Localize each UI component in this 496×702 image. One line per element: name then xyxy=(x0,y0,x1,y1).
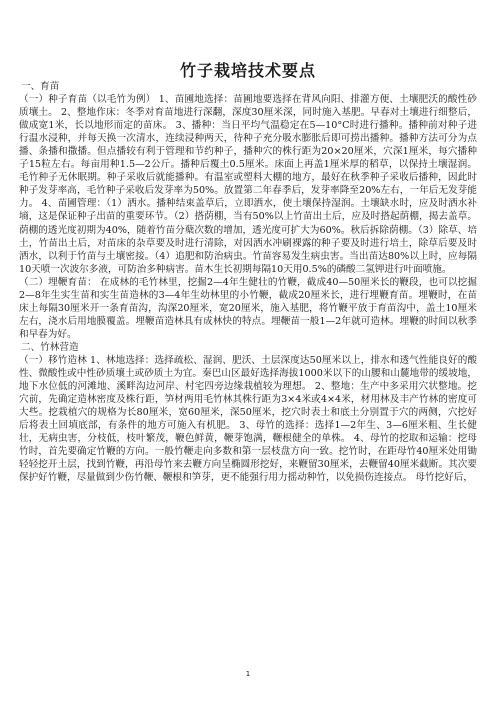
page-number: 1 xyxy=(245,670,251,678)
paragraph-seed-nursery: （一）种子育苗（以毛竹为例） 1、苗圃地选择：苗圃地要选择在背风向阳、排灌方便、土壤肥沃的酸性砂质壤土。 2、整地作床：冬季对育苗地进行深翻，深度30厘米深，同时施入基肥。早春对土壤进行细整后，做成宽1米，长以地形而定的苗床。 3、播种：当日平均气温稳定在5—10°C时进行播种。播种前对种子进行温水浸种，并每天换一次清水，连续浸种两天，待种子充分吸水膨胀后即可捞出播种。播种方法可分为点播、条播和撒播。但点播较有利于管理和节约种子，播种穴的株行距为20×20厘米，穴深1厘米，每穴播种子15粒左右。每亩用种1.5—2公斤。播种后覆土0.5厘米。床面上再盖1厘米厚的稻草，以保持土壤湿润。 毛竹种子无休眠期。种子采收后就能播种。有温室或塑料大棚的地方，最好在秋季种子采收后播种，因此时种子发芽率高，毛竹种子采收后发芽率为50%。放置第二年春季后，发芽率降至20%左右，一年后无发芽能力。 4、苗圃管理：（1）洒水。播种结束盖草后，立即洒水，使土壤保持湿润。土壤缺水时，应及时洒水补墒，这是保证种子出苗的重要环节。（2）搭荫棚，当有50%以上竹苗出土后，应及时搭起荫棚，揭去盖草。荫棚的透光度初期为40%，随着竹苗分蘖次数的增加，透光度可扩大为60%。秋后拆除荫棚。（3）除草、培土，竹苗出土后，对苗床的杂草要及时进行清除，对因洒水冲刷裸露的种子要及时进行培土，除草后要及时洒水，以利于竹苗与土壤密接。（4）追肥和防治病虫。竹苗容易发生病虫害。当出苗达80%以上时，应每隔10天喷一次波尔多液，可防治多种病害。苗木生长初期每隔10天用0.5%的磷酸二氢钾进行叶面喷施。 xyxy=(19,94,477,275)
paragraph-rhizome-nursery: （二）埋鞭育苗： 在成林的毛竹林里，挖掘2—4年生健壮的竹鞭，截成40—50厘米长的鞭段，也可以挖掘2—8年生实生苗和实生苗造林的3—4年生幼林里的小竹鞭，截成20厘米长，进行埋鞭育苗。埋鞭时，在苗床上每隔30厘米开一条育苗沟，沟深20厘米，宽20厘米，施入基肥，将竹鞭平放于育苗沟中，盖土10厘米左右，浇水后用地膜覆盖。埋鞭苗造林具有成林快的特点。埋鞭苗一般1—2年就可造林。埋鞭的时间以秋季和早春为好。 xyxy=(19,276,477,340)
document-title: 竹子栽培技术要点 xyxy=(179,61,316,80)
section-heading-nursery: 一、育苗 xyxy=(21,81,60,92)
paragraph-transplant-afforestation: （一）移竹造林 1、林地选择：选择疏松、湿润、肥沃、土层深度达50厘米以上，排水和透气性能良好的酸性、微酸性或中性砂质壤土或砂质土为宜。秦巴山区最好选择海拔1000米以下的山腰和山麓地带的缓坡地，地下水位低的河滩地、溪畔沟边河岸、村宅四旁边缘栽植较为理想。 2、整地：生产中多采用穴状整地。挖穴前，先确定造林密度及株行距，笋材两用毛竹林其株行距为3×4米或4×4米，材用林及丰产竹林的密度可大些。挖栽植穴的规格为长80厘米，宽60厘米，深50厘米，挖穴时表土和底土分别置于穴的两侧，穴挖好后将表土回填底部，有条件的地方可施入有机肥。 3、母竹的选择：选择1—2年生、3—6厘米粗、生长健壮，无病虫害，分枝低，枝叶繁茂，鞭色鲜黄，鞭芽饱满，鞭根健全的单株。 4、母竹的挖取和运输：挖母竹时，首先要确定竹鞭的方向。一般竹鞭走向多数和第一层枝盘方向一致。挖竹时，在距母竹40厘米处用锄轻轻挖开土层，找到竹鞭，再沿母竹来去鞭方向呈椭圆形挖好，来鞭留30厘米，去鞭留40厘米截断。其次要保护好竹鞭，尽量做到少伤竹鞭、鞭根和笋芽，更不能强行用力摇动种竹，以免损伤连接点。 母竹挖好后， xyxy=(19,354,477,484)
document-page xyxy=(19,0,477,702)
section-heading-afforestation: 二、竹林营造 xyxy=(21,341,79,353)
document-body xyxy=(19,80,477,484)
